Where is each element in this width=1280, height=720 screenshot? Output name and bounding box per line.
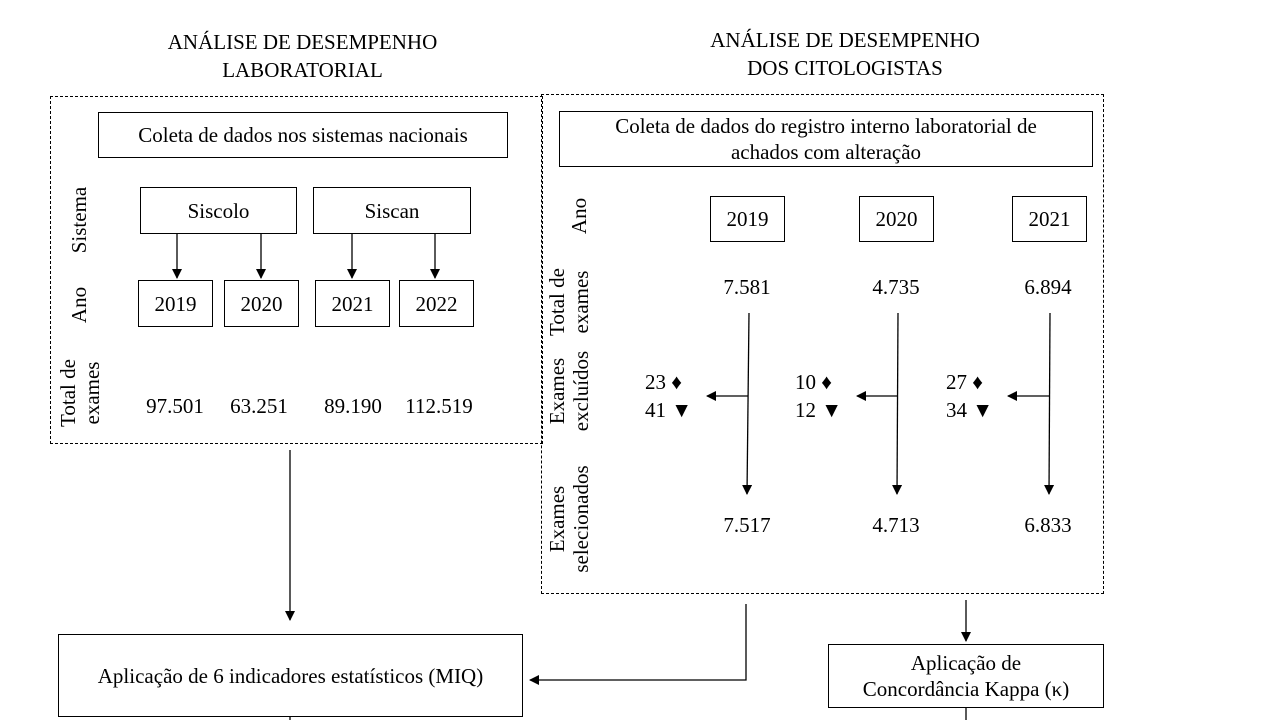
- left-year-box-2020: 2020: [224, 280, 299, 327]
- miq-output-box: Aplicação de 6 indicadores estatísticos (MIQ): [58, 634, 523, 717]
- right-title-line-1: ANÁLISE DE DESEMPENHO: [710, 28, 980, 52]
- right-total-2021: 6.894: [1024, 275, 1072, 299]
- left-label-total-line-2: exames: [80, 361, 104, 425]
- right-selected-2021: 6.833: [1024, 513, 1072, 537]
- excluded-a-2019: 23 ♦: [645, 370, 682, 394]
- right-total-2019: 7.581: [723, 275, 771, 299]
- left-year-box-2021: 2021: [315, 280, 390, 327]
- left-total-2020: 63.251: [230, 394, 288, 418]
- right-label-selected-line-1: Exames: [545, 485, 569, 553]
- excluded-a-2021: 27 ♦: [946, 370, 983, 394]
- right-collect-line-1: Coleta de dados do registro interno laboratorial de: [615, 114, 1037, 138]
- right-year-box-2019: 2019: [710, 196, 785, 242]
- arrow-flow-2020: [897, 313, 898, 494]
- right-total-2020: 4.735: [872, 275, 920, 299]
- arrow-flow-2021: [1049, 313, 1050, 494]
- right-year-box-2020: 2020: [859, 196, 934, 242]
- right-label-excluded-line-2: excluídos: [569, 350, 593, 432]
- left-title-line-1: ANÁLISE DE DESEMPENHO: [167, 30, 438, 54]
- arrow-right-to-miq: [530, 604, 746, 680]
- right-year-box-2021: 2021: [1012, 196, 1087, 242]
- arrow-flow-2019: [747, 313, 749, 494]
- left-title-line-2: LABORATORIAL: [222, 58, 383, 82]
- right-title-line-2: DOS CITOLOGISTAS: [747, 56, 943, 80]
- system-box-siscan: Siscan: [313, 187, 471, 234]
- left-label-ano: Ano: [67, 286, 91, 324]
- right-selected-2020: 4.713: [872, 513, 920, 537]
- left-total-2019: 97.501: [146, 394, 204, 418]
- system-box-siscolo: Siscolo: [140, 187, 297, 234]
- right-label-excluded-line-1: Exames: [545, 357, 569, 425]
- excluded-b-2021: 34 ▼: [946, 398, 994, 422]
- right-selected-2019: 7.517: [723, 513, 771, 537]
- excluded-b-2020: 12 ▼: [795, 398, 843, 422]
- left-label-total-line-1: Total de: [56, 359, 80, 427]
- left-total-2021: 89.190: [324, 394, 382, 418]
- excluded-b-2019: 41 ▼: [645, 398, 693, 422]
- right-label-total-line-2: exames: [569, 270, 593, 334]
- right-collect-line-2: achados com alteração: [730, 140, 922, 164]
- right-label-ano: Ano: [567, 197, 591, 235]
- excluded-a-2020: 10 ♦: [795, 370, 832, 394]
- left-year-box-2019: 2019: [138, 280, 213, 327]
- kappa-line-2: Concordância Kappa (κ): [862, 677, 1070, 701]
- left-total-2022: 112.519: [405, 394, 473, 418]
- right-label-selected-line-2: selecionados: [569, 465, 593, 573]
- left-label-sistema: Sistema: [67, 186, 91, 254]
- right-label-total-line-1: Total de: [545, 268, 569, 336]
- kappa-line-1: Aplicação de: [910, 651, 1022, 675]
- left-collect-box: Coleta de dados nos sistemas nacionais: [98, 112, 508, 158]
- left-year-box-2022: 2022: [399, 280, 474, 327]
